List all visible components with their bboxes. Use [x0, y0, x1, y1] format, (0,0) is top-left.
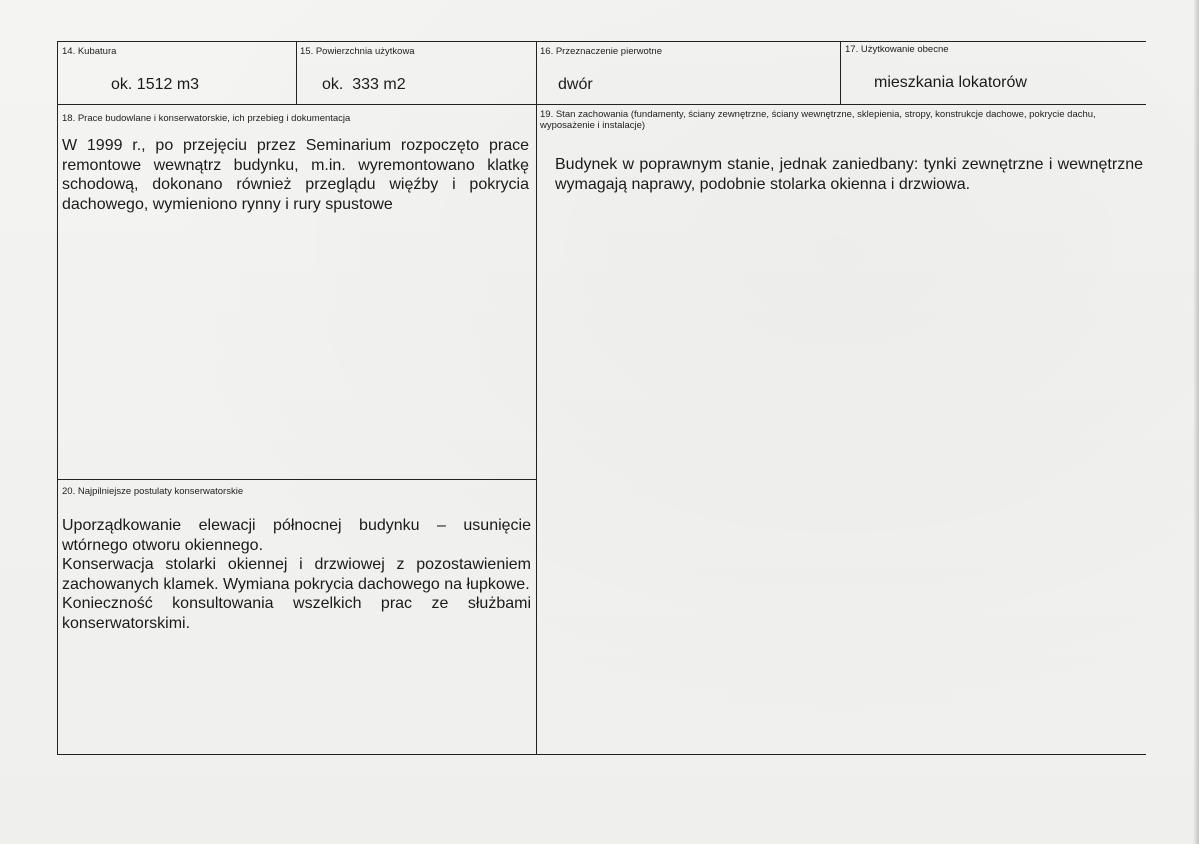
postulaty-label: 20. Najpilniejsze postulaty konserwatorskie [62, 486, 244, 497]
uzytkowanie-label: 17. Użytkowanie obecne [845, 44, 949, 55]
powierzchnia-value: ok. 333 m2 [322, 76, 406, 93]
top-border [57, 41, 1146, 42]
uzytkowanie-value: mieszkania lokatorów [874, 74, 1027, 91]
prace-text: W 1999 r., po przejęciu przez Seminarium rozpoczęto prace remontowe wewnątrz budynku, m.in. wyremontowano klatkę schodową, dokonano również przeglądu więźby i pokrycia dachowego, wymieniono rynny i rury spustowe [62, 137, 529, 213]
prace-label: 18. Prace budowlane i konserwatorskie, ich przebieg i dokumentacja [62, 113, 351, 124]
postulaty-paragraph-1: Uporządkowanie elewacji północnej budynku – usunięcie wtórnego otworu okiennego. [62, 517, 531, 554]
bottom-border [57, 754, 1146, 755]
postulaty-text [62, 516, 531, 633]
kubatura-value: ok. 1512 m3 [111, 76, 200, 93]
section-18-bottom-border [57, 479, 536, 480]
left-border [57, 41, 58, 755]
kubatura-label: 14. Kubatura [62, 46, 117, 57]
stan-label: 19. Stan zachowania (fundamenty, ściany zewnętrzne, ściany wewnętrzne, sklepienia, stropy, konstrukcje dachowe, pokrycie dachu, wyposażenie i instalacje) [540, 109, 1096, 131]
przeznaczenie-label: 16. Przeznaczenie pierwotne [540, 46, 662, 57]
stan-text: Budynek w poprawnym stanie, jednak zaniedbany: tynki zewnętrzne i wewnętrzne wymagają naprawy, podobnie stolarka okienna i drzwiowa. [555, 156, 1143, 193]
powierzchnia-label: 15. Powierzchnia użytkowa [300, 46, 415, 57]
divider-14-15 [296, 41, 297, 105]
postulaty-paragraph-3: Konieczność konsultowania wszelkich prac ze służbami konserwatorskimi. [62, 595, 531, 632]
przeznaczenie-value: dwór [558, 76, 593, 93]
row1-bottom-border [57, 104, 1146, 105]
center-divider [536, 41, 537, 755]
postulaty-paragraph-2: Konserwacja stolarki okiennej i drzwiowej z pozostawieniem zachowanych klamek. Wymiana pokrycia dachowego na łupkowe. [62, 556, 531, 593]
divider-16-17 [840, 41, 841, 105]
